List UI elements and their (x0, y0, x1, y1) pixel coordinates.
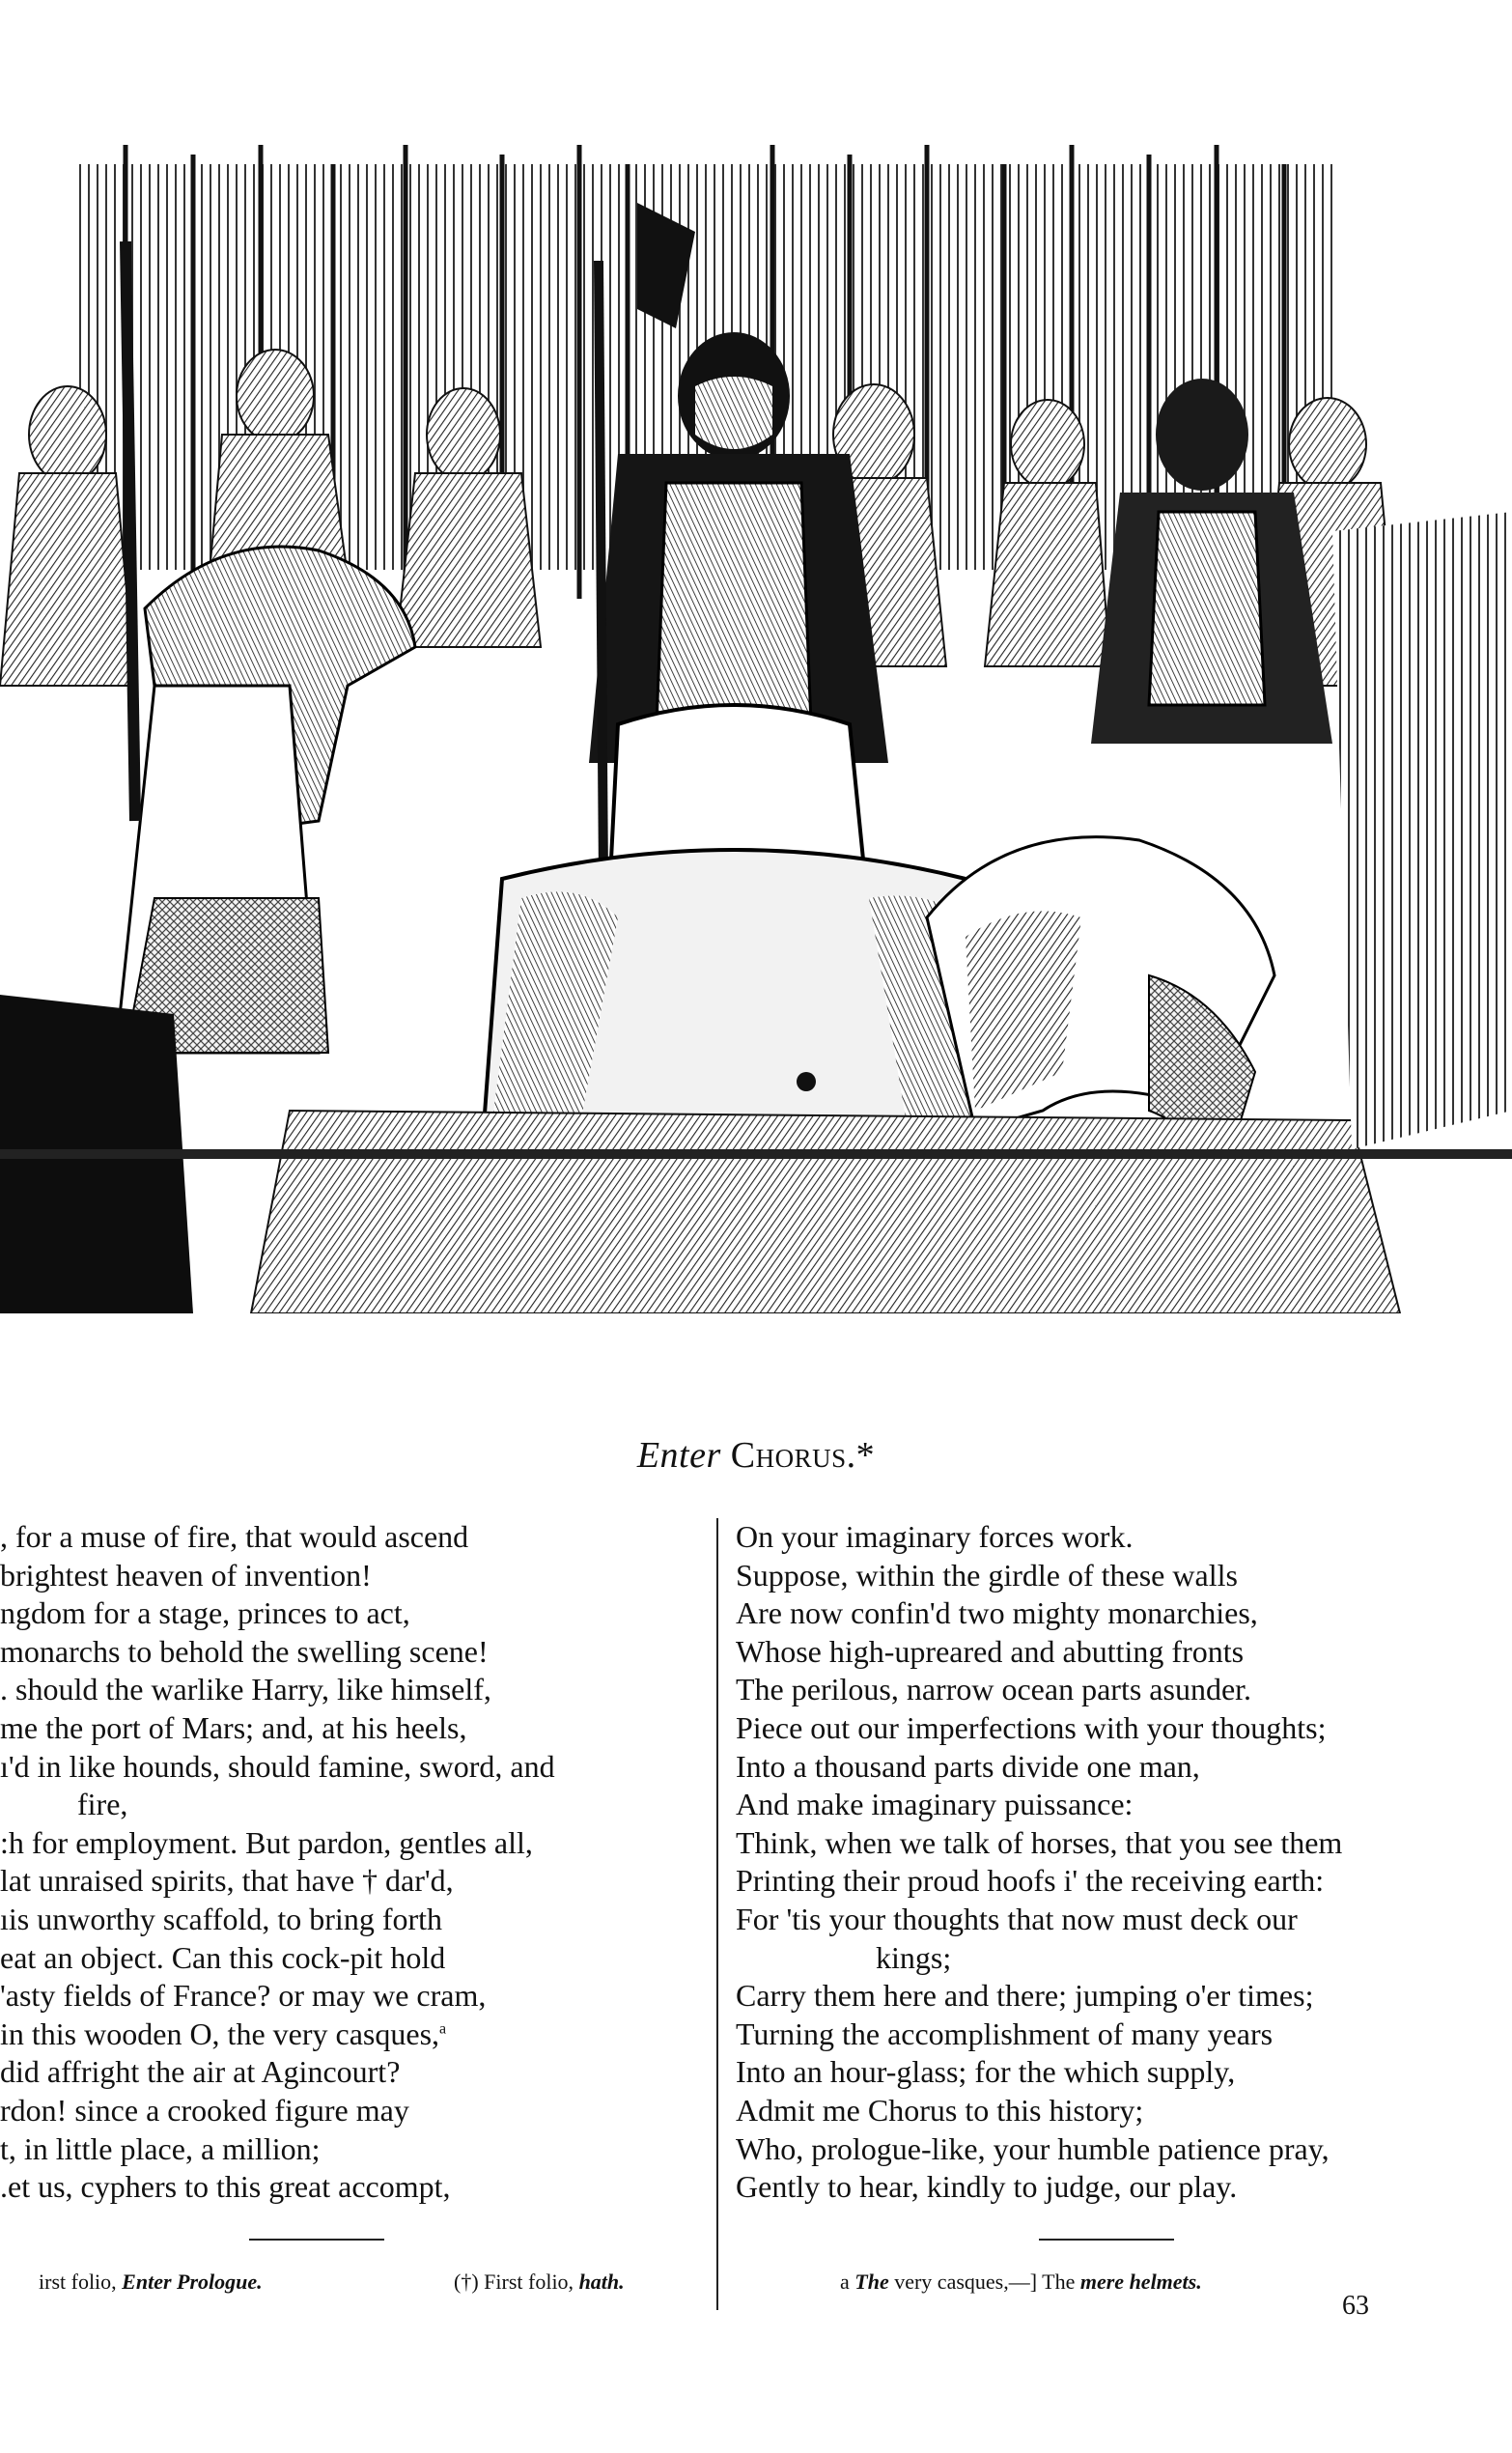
verse-line: .et us, cyphers to this great accompt, (0, 2169, 451, 2205)
verse-line: For 'tis your thoughts that now must deck our (736, 1901, 1298, 1936)
verse-line: :h for employment. But pardon, gentles all, (0, 1824, 533, 1860)
footnote-text: irst folio, (39, 2270, 123, 2294)
column-divider (716, 1518, 718, 2310)
verse-line: Printing their proud hoofs i' the receiving earth: (736, 1863, 1325, 1899)
heading-enter: Enter (636, 1435, 721, 1476)
verse-line-text: in this wooden O, the very casques, (0, 2016, 440, 2051)
heading-enter-chorus (0, 1434, 1512, 1477)
verse-line: fire, (77, 1787, 128, 1822)
footnote-mark: a (840, 2270, 855, 2294)
footnote-rule-right (1039, 2239, 1174, 2241)
verse-line: lat unraised spirits, that have † dar'd, (0, 1863, 454, 1899)
verse-line: Admit me Chorus to this history; (736, 2092, 1144, 2128)
page-number: 63 (1342, 2291, 1369, 2321)
verse-line: eat an object. Can this cock-pit hold (0, 1939, 446, 1975)
verse-line: Piece out our imperfections with your thoughts; (736, 1709, 1327, 1745)
verse-line: Who, prologue-like, your humble patience pray, (736, 2130, 1330, 2166)
verse-line: me the port of Mars; and, at his heels, (0, 1709, 467, 1745)
footnote-italic: The (854, 2270, 889, 2294)
verse-line: ıis unworthy scaffold, to bring forth (0, 1901, 443, 1936)
verse-line: The perilous, narrow ocean parts asunder. (736, 1672, 1252, 1707)
verse-line: Turning the accomplishment of many years (736, 2016, 1274, 2051)
verse-line-with-note (0, 2016, 710, 2054)
footnote-italic: Enter Prologue. (122, 2270, 263, 2294)
verse-line: Carry them here and there; jumping o'er times; (736, 1978, 1314, 2014)
verse-line: , for a muse of fire, that would ascend (0, 1519, 469, 1554)
left-verse-column (0, 1518, 710, 2207)
verse-line: Suppose, within the girdle of these walls (736, 1557, 1238, 1593)
verse-line: ı'd in like hounds, should famine, sword, and (0, 1748, 555, 1784)
verse-line: monarchs to behold the swelling scene! (0, 1633, 489, 1669)
verse-line: And make imaginary puissance: (736, 1787, 1134, 1822)
footnote-casques (840, 2270, 1202, 2295)
verse-line: . should the warlike Harry, like himself, (0, 1672, 491, 1707)
verse-line: did affright the air at Agincourt? (0, 2054, 401, 2090)
verse-line: Into a thousand parts divide one man, (736, 1748, 1200, 1784)
note-marker: a (439, 2020, 447, 2038)
verse-line: On your imaginary forces work. (736, 1519, 1134, 1554)
verse-line: t, in little place, a million; (0, 2130, 321, 2166)
verse-line: Are now confin'd two mighty monarchies, (736, 1595, 1258, 1631)
heading-footnote-mark: * (855, 1435, 876, 1476)
verse-line: ngdom for a stage, princes to act, (0, 1595, 410, 1631)
knights-engraving-illustration (0, 145, 1512, 1313)
engraving-svg (0, 145, 1512, 1313)
heading-speaker: Chorus. (730, 1435, 856, 1476)
right-verse-column (736, 1518, 1508, 2207)
footnote-italic: hath. (578, 2270, 625, 2294)
verse-line: brightest heaven of invention! (0, 1557, 372, 1593)
footnote-text: (†) First folio, (454, 2270, 579, 2294)
verse-line: rdon! since a crooked figure may (0, 2092, 409, 2128)
verse-line: kings; (876, 1939, 952, 1975)
verse-line: 'asty fields of France? or may we cram, (0, 1978, 487, 2014)
footnote-text: very casques,—] The (888, 2270, 1080, 2294)
footnote-rule-left (249, 2239, 384, 2241)
verse-line: Think, when we talk of horses, that you see them (736, 1824, 1343, 1860)
footnote-first-folio-enter (39, 2270, 263, 2295)
verse-line: Into an hour-glass; for the which supply, (736, 2054, 1236, 2090)
footnote-first-folio-hath (454, 2270, 625, 2295)
verse-line: Whose high-upreared and abutting fronts (736, 1633, 1245, 1669)
verse-line: Gently to hear, kindly to judge, our play. (736, 2169, 1238, 2205)
footnote-italic: mere helmets. (1079, 2270, 1202, 2294)
